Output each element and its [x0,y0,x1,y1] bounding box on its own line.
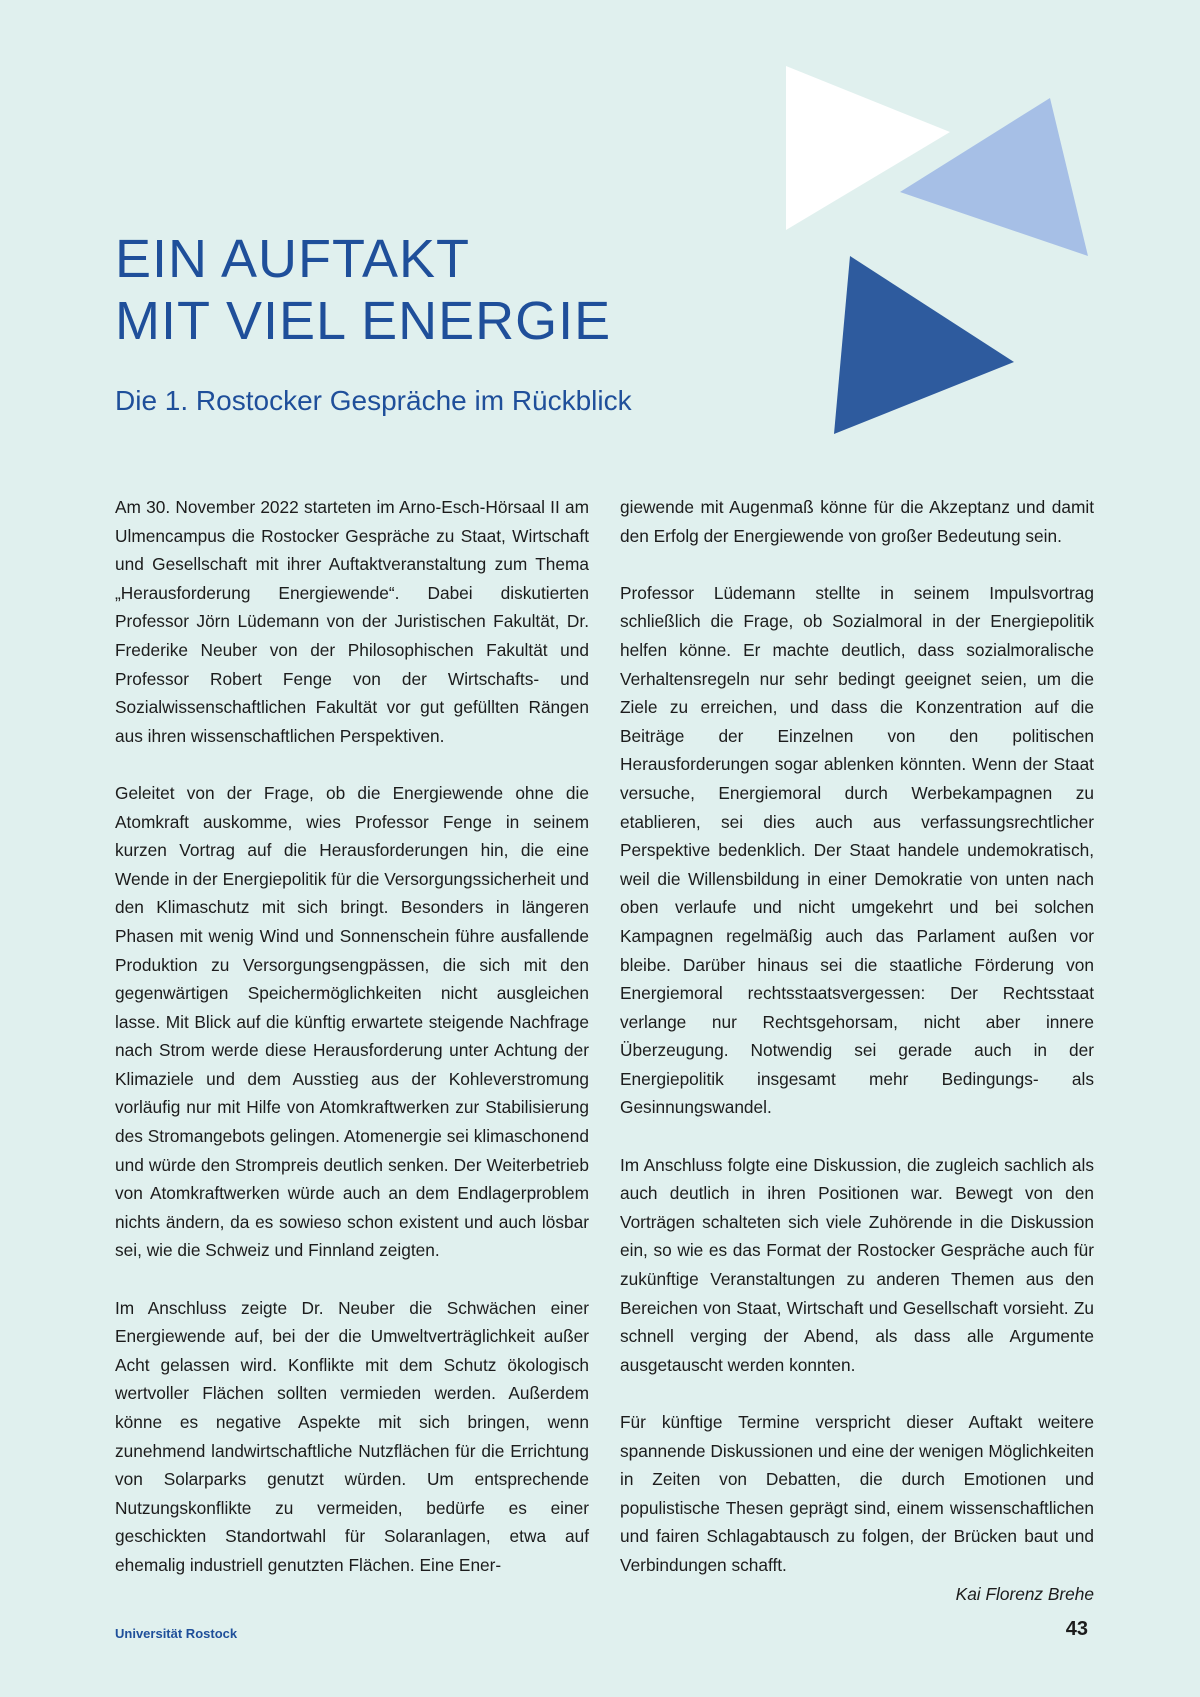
paragraph-intro: Am 30. November 2022 starteten im Arno-Esch-Hörsaal II am Ulmencampus die Rostocker Gespräche zu Staat, Wirtschaft und Gesellschaft mit ihrer Auftaktveranstaltung zum Thema „Herausforderung Energiewende“. Dabei diskutierten Professor Jörn Lüdemann von der Juristischen Fakultät, Dr. Frederike Neuber von der Philosophischen Fakultät und Professor Robert Fenge von der Wirtschafts- und Sozialwissenschaftlichen Fakultät vor gut gefüllten Rängen aus ihren wissenschaftlichen Perspektiven. [115,497,589,746]
article-column-left [115,493,589,1608]
paragraph-discussion: Im Anschluss folgte eine Diskussion, die zugleich sachlich als auch deutlich in ihren Positionen war. Bewegt von den Vorträgen schalteten sich viele Zuhörende in die Diskussion ein, so wie es das Format der Rostocker Gespräche auch für zukünftige Veranstaltungen zu anderen Themen aus den Bereichen von Staat, Wirtschaft und Gesellschaft vorsieht. Zu schnell verging der Abend, als dass alle Argumente ausgetauscht werden konnten. [620,1154,1094,1375]
dark-blue-triangle [834,256,1014,434]
paragraph-neuber: Im Anschluss zeigte Dr. Neuber die Schwächen einer Energiewende auf, bei der die Umweltverträglichkeit außer Acht gelassen wird. Konflikte mit dem Schutz ökologisch wertvoller Flächen sollten vermieden werden. Außerdem könne es negative Aspekte mit sich bringen, wenn zunehmend landwirtschaftliche Nutzflächen für die Errichtung von Solarparks genutzt würden. Um entsprechende Nutzungskonflikte zu vermeiden, bedürfe es einer geschickten Standortwahl für Solaranlagen, etwa auf ehemalig industriell genutzten Flächen. Eine Ener- [115,1297,589,1575]
decorative-triangles [760,60,1100,440]
page-number: 43 [1065,1618,1088,1640]
page-title [115,228,775,352]
page-subtitle: Die 1. Rostocker Gespräche im Rückblick [115,385,632,416]
paragraph-fenge: Geleitet von der Frage, ob die Energiewende ohne die Atomkraft auskomme, wies Professor Fenge in seinem kurzen Vortrag auf die Herausforderungen hin, die eine Wende in der Energiepolitik für die Versorgungssicherheit und den Klimaschutz mit sich bringt. Besonders in längeren Phasen mit wenig Wind und Sonnenschein führe ausfallende Produktion zu Versorgungsengpässen, die sich mit den gegenwärtigen Speichermöglichkeiten nicht ausgleichen lasse. Mit Blick auf die künftig erwartete steigende Nachfrage nach Strom werde diese Herausforderung unter Achtung der Klimaziele und dem Ausstieg aus der Kohleverstromung vorläufig nur mit Hilfe von Atomkraftwerken zur Stabilisierung des Stromangebots gelingen. Atomenergie sei klimaschonend und würde den Strompreis deutlich senken. Der Weiterbetrieb von Atomkraftwerken würde auch an dem Endlagerproblem nichts ändern, da es sowieso schon existent und auch lösbar sei, wie die Schweiz und Finnland zeigten. [115,782,589,1261]
title-line-2: MIT VIEL ENERGIE [115,291,612,351]
paragraph-luedemann: Professor Lüdemann stellte in seinem Impulsvortrag schließlich die Frage, ob Sozialmoral in der Energiepolitik helfen könne. Er machte deutlich, dass sozialmoralische Verhaltensregeln nur sehr bedingt geeignet seien, um die Ziele zu erreichen, und dass die Konzentration auf die Beiträge der Einzelnen von den politischen Herausforderungen sogar ablenken könnten. Wenn der Staat versuche, Energiemoral durch Werbekampagnen zu etablieren, sei dies auch aus verfassungsrechtlicher Perspektive bedenklich. Der Staat handele undemokratisch, weil die Willensbildung in einer Demokratie von unten nach oben verlaufe und nicht umgekehrt und bei solchen Kampagnen regelmäßig auch das Parlament außen vor bleibe. Darüber hinaus sei die staatliche Förderung von Energiemoral rechtsstaatsvergessen: Der Rechtsstaat verlange nur Rechtsgehorsam, nicht aber innere Überzeugung. Notwendig sei gerade auch in der Energiepolitik insgesamt mehr Bedingungs- als Gesinnungswandel. [620,582,1094,1118]
article-column-right [620,493,1094,1637]
title-line-1: EIN AUFTAKT [115,229,471,289]
light-blue-triangle [900,98,1088,256]
footer-publisher: Universität Rostock [115,1626,238,1641]
paragraph-outlook: Für künftige Termine verspricht dieser Auftakt weitere spannende Diskussionen und eine der wenigen Möglichkeiten in Zeiten von Debatten, die durch Emotionen und populistische Thesen geprägt sind, einem wissenschaftlichen und fairen Schlagabtausch zu folgen, der Brücken baut und Verbindungen schafft. [620,1412,1094,1575]
paragraph-neuber-continued: giewende mit Augenmaß könne für die Akzeptanz und damit den Erfolg der Energiewende von großer Bedeutung sein. [620,497,1094,546]
author-byline: Kai Florenz Brehe [955,1583,1094,1604]
white-triangle [786,66,950,230]
